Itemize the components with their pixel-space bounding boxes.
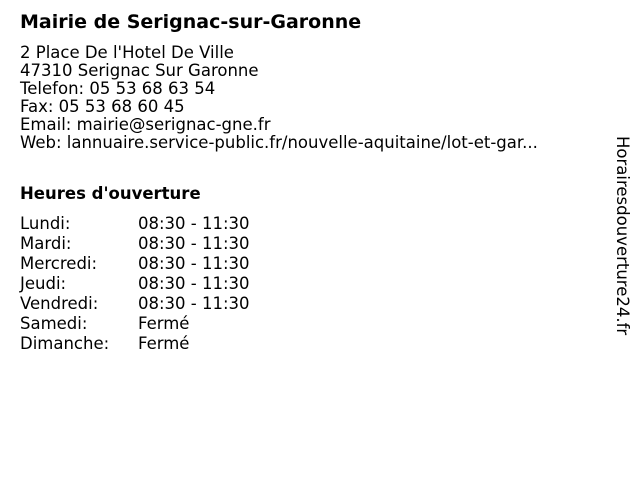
address-city: 47310 Serignac Sur Garonne (20, 61, 259, 80)
web-line: Web: lannuaire.service-public.fr/nouvelle-aquitaine/lot-et-gar... (20, 133, 538, 152)
day-label: Mardi: (20, 234, 72, 253)
page-title: Mairie de Serignac-sur-Garonne (20, 11, 362, 33)
contact-block (20, 44, 538, 152)
day-label: Samedi: (20, 314, 88, 333)
time-value: 08:30 - 11:30 (138, 254, 250, 273)
time-value: 08:30 - 11:30 (138, 274, 250, 293)
day-label: Mercredi: (20, 254, 98, 273)
day-label: Vendredi: (20, 294, 99, 313)
phone-line: Telefon: 05 53 68 63 54 (20, 79, 216, 98)
day-label: Lundi: (20, 214, 71, 233)
day-label: Jeudi: (20, 274, 67, 293)
email-line: Email: mairie@serignac-gne.fr (20, 115, 271, 134)
time-value: Fermé (138, 314, 190, 333)
hours-heading: Heures d'ouverture (20, 184, 201, 203)
site-watermark-label: Horairesdouverture24.fr (613, 136, 632, 336)
fax-line: Fax: 05 53 68 60 45 (20, 97, 185, 116)
time-value: Fermé (138, 334, 190, 353)
time-value: 08:30 - 11:30 (138, 234, 250, 253)
time-value: 08:30 - 11:30 (138, 294, 250, 313)
address-street: 2 Place De l'Hotel De Ville (20, 43, 234, 62)
day-label: Dimanche: (20, 334, 110, 353)
time-value: 08:30 - 11:30 (138, 214, 250, 233)
